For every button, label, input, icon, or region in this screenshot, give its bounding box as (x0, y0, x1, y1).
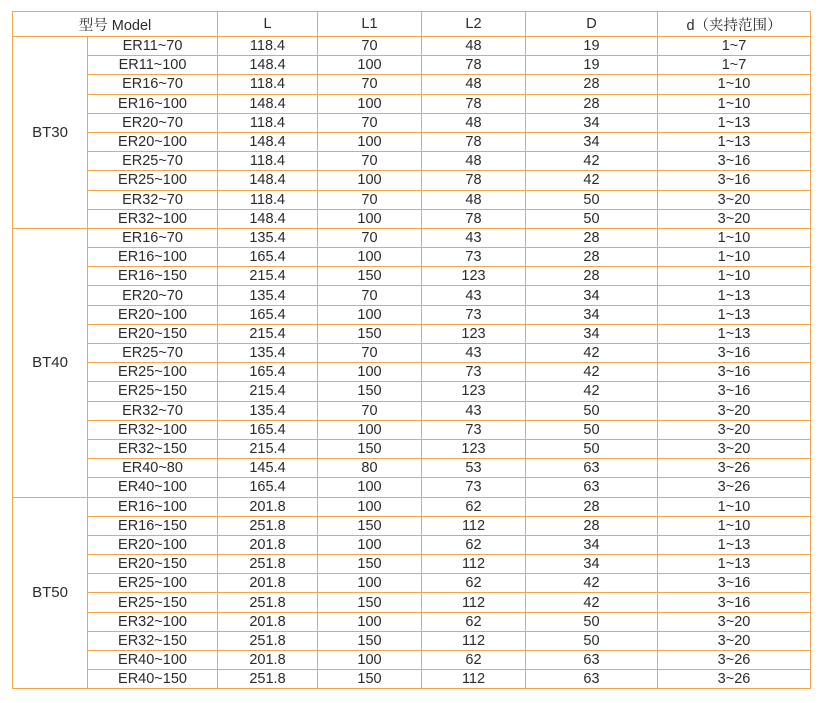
l-cell: 148.4 (218, 94, 318, 113)
d-cell: 42 (526, 593, 658, 612)
d-cell: 28 (526, 516, 658, 535)
table-row (13, 286, 811, 305)
l2-cell: 78 (422, 171, 526, 190)
l1-cell: 100 (318, 171, 422, 190)
l-cell: 251.8 (218, 516, 318, 535)
model-cell: ER16~70 (88, 228, 218, 247)
l2-cell: 73 (422, 420, 526, 439)
clamping-range-cell: 1~10 (658, 75, 811, 94)
header-l: L (218, 12, 318, 37)
l-cell: 201.8 (218, 651, 318, 670)
model-cell: ER25~70 (88, 344, 218, 363)
d-cell: 63 (526, 478, 658, 497)
model-cell: ER11~100 (88, 56, 218, 75)
table-row (13, 56, 811, 75)
l2-cell: 73 (422, 248, 526, 267)
l2-cell: 123 (422, 382, 526, 401)
l-cell: 251.8 (218, 593, 318, 612)
model-cell: ER25~100 (88, 171, 218, 190)
d-cell: 28 (526, 75, 658, 94)
model-cell: ER25~150 (88, 382, 218, 401)
clamping-range-cell: 1~7 (658, 56, 811, 75)
l2-cell: 48 (422, 37, 526, 56)
model-cell: ER16~150 (88, 516, 218, 535)
l-cell: 145.4 (218, 459, 318, 478)
model-cell: ER32~150 (88, 439, 218, 458)
table-row (13, 420, 811, 439)
clamping-range-cell: 1~7 (658, 37, 811, 56)
clamping-range-cell: 1~13 (658, 286, 811, 305)
model-cell: ER20~150 (88, 324, 218, 343)
d-cell: 42 (526, 344, 658, 363)
l-cell: 148.4 (218, 171, 318, 190)
l2-cell: 48 (422, 75, 526, 94)
l1-cell: 100 (318, 56, 422, 75)
d-cell: 28 (526, 267, 658, 286)
d-cell: 42 (526, 152, 658, 171)
l1-cell: 100 (318, 363, 422, 382)
l2-cell: 112 (422, 593, 526, 612)
l2-cell: 43 (422, 344, 526, 363)
l-cell: 165.4 (218, 478, 318, 497)
l2-cell: 73 (422, 478, 526, 497)
model-cell: ER40~80 (88, 459, 218, 478)
header-l2: L2 (422, 12, 526, 37)
d-cell: 34 (526, 305, 658, 324)
table-row (13, 651, 811, 670)
d-cell: 28 (526, 248, 658, 267)
l-cell: 135.4 (218, 401, 318, 420)
l1-cell: 150 (318, 555, 422, 574)
l2-cell: 43 (422, 286, 526, 305)
l1-cell: 100 (318, 651, 422, 670)
l1-cell: 150 (318, 670, 422, 689)
header-row (13, 12, 811, 37)
l-cell: 251.8 (218, 555, 318, 574)
l-cell: 251.8 (218, 670, 318, 689)
clamping-range-cell: 1~10 (658, 94, 811, 113)
l2-cell: 123 (422, 324, 526, 343)
header-clamping-range: d（夹持范围） (658, 12, 811, 37)
clamping-range-cell: 3~26 (658, 478, 811, 497)
model-cell: ER32~70 (88, 401, 218, 420)
l2-cell: 62 (422, 497, 526, 516)
l1-cell: 100 (318, 94, 422, 113)
table-row (13, 478, 811, 497)
d-cell: 42 (526, 363, 658, 382)
model-cell: ER20~100 (88, 305, 218, 324)
clamping-range-cell: 1~13 (658, 132, 811, 151)
l-cell: 135.4 (218, 228, 318, 247)
clamping-range-cell: 3~26 (658, 459, 811, 478)
table-row (13, 612, 811, 631)
l2-cell: 78 (422, 94, 526, 113)
d-cell: 63 (526, 459, 658, 478)
l1-cell: 100 (318, 574, 422, 593)
d-cell: 42 (526, 171, 658, 190)
l-cell: 201.8 (218, 574, 318, 593)
model-cell: ER20~70 (88, 286, 218, 305)
l-cell: 165.4 (218, 420, 318, 439)
l2-cell: 123 (422, 267, 526, 286)
header-l1: L1 (318, 12, 422, 37)
table-row (13, 324, 811, 343)
l1-cell: 150 (318, 439, 422, 458)
spindle-group-label: BT50 (13, 497, 88, 689)
clamping-range-cell: 1~10 (658, 267, 811, 286)
table-row (13, 516, 811, 535)
table-row (13, 574, 811, 593)
clamping-range-cell: 3~20 (658, 190, 811, 209)
clamping-range-cell: 1~13 (658, 535, 811, 554)
l1-cell: 100 (318, 535, 422, 554)
model-cell: ER11~70 (88, 37, 218, 56)
table-body (13, 37, 811, 689)
table-row (13, 459, 811, 478)
clamping-range-cell: 1~13 (658, 113, 811, 132)
l2-cell: 78 (422, 56, 526, 75)
l-cell: 118.4 (218, 113, 318, 132)
l-cell: 215.4 (218, 324, 318, 343)
l1-cell: 100 (318, 209, 422, 228)
l1-cell: 70 (318, 190, 422, 209)
l-cell: 201.8 (218, 612, 318, 631)
model-cell: ER25~100 (88, 363, 218, 382)
l2-cell: 48 (422, 190, 526, 209)
l2-cell: 78 (422, 209, 526, 228)
l1-cell: 70 (318, 37, 422, 56)
d-cell: 34 (526, 113, 658, 132)
clamping-range-cell: 3~20 (658, 420, 811, 439)
l-cell: 201.8 (218, 497, 318, 516)
model-cell: ER32~150 (88, 631, 218, 650)
model-cell: ER20~150 (88, 555, 218, 574)
clamping-range-cell: 3~16 (658, 574, 811, 593)
model-cell: ER25~100 (88, 574, 218, 593)
table-header (13, 12, 811, 37)
l1-cell: 150 (318, 631, 422, 650)
l-cell: 215.4 (218, 267, 318, 286)
clamping-range-cell: 3~26 (658, 651, 811, 670)
clamping-range-cell: 1~10 (658, 497, 811, 516)
l-cell: 165.4 (218, 248, 318, 267)
header-model: 型号 Model (13, 12, 218, 37)
table-row (13, 555, 811, 574)
model-cell: ER40~150 (88, 670, 218, 689)
spindle-group-label: BT40 (13, 228, 88, 497)
l2-cell: 78 (422, 132, 526, 151)
l2-cell: 43 (422, 401, 526, 420)
d-cell: 63 (526, 670, 658, 689)
model-cell: ER40~100 (88, 478, 218, 497)
model-cell: ER25~150 (88, 593, 218, 612)
clamping-range-cell: 3~16 (658, 171, 811, 190)
table-row (13, 344, 811, 363)
clamping-range-cell: 3~16 (658, 344, 811, 363)
model-cell: ER40~100 (88, 651, 218, 670)
l2-cell: 112 (422, 516, 526, 535)
l2-cell: 48 (422, 152, 526, 171)
l-cell: 118.4 (218, 75, 318, 94)
l-cell: 251.8 (218, 631, 318, 650)
spec-table (12, 11, 811, 689)
l2-cell: 43 (422, 228, 526, 247)
l1-cell: 100 (318, 132, 422, 151)
clamping-range-cell: 3~20 (658, 401, 811, 420)
model-cell: ER16~70 (88, 75, 218, 94)
l1-cell: 70 (318, 152, 422, 171)
l-cell: 148.4 (218, 132, 318, 151)
d-cell: 34 (526, 324, 658, 343)
l2-cell: 73 (422, 305, 526, 324)
model-cell: ER20~100 (88, 132, 218, 151)
l1-cell: 70 (318, 344, 422, 363)
table-row (13, 75, 811, 94)
d-cell: 28 (526, 94, 658, 113)
d-cell: 34 (526, 555, 658, 574)
d-cell: 50 (526, 420, 658, 439)
clamping-range-cell: 3~16 (658, 593, 811, 612)
l1-cell: 70 (318, 113, 422, 132)
l1-cell: 150 (318, 267, 422, 286)
l-cell: 118.4 (218, 152, 318, 171)
d-cell: 28 (526, 228, 658, 247)
clamping-range-cell: 3~16 (658, 363, 811, 382)
l-cell: 215.4 (218, 439, 318, 458)
clamping-range-cell: 1~13 (658, 305, 811, 324)
l2-cell: 48 (422, 113, 526, 132)
clamping-range-cell: 3~26 (658, 670, 811, 689)
clamping-range-cell: 1~13 (658, 324, 811, 343)
l-cell: 215.4 (218, 382, 318, 401)
d-cell: 50 (526, 401, 658, 420)
clamping-range-cell: 1~13 (658, 555, 811, 574)
l-cell: 165.4 (218, 363, 318, 382)
l2-cell: 112 (422, 631, 526, 650)
d-cell: 28 (526, 497, 658, 516)
model-cell: ER16~150 (88, 267, 218, 286)
d-cell: 34 (526, 286, 658, 305)
clamping-range-cell: 3~16 (658, 382, 811, 401)
d-cell: 50 (526, 209, 658, 228)
l2-cell: 123 (422, 439, 526, 458)
d-cell: 42 (526, 382, 658, 401)
table-row (13, 171, 811, 190)
l1-cell: 100 (318, 248, 422, 267)
table-row (13, 382, 811, 401)
l1-cell: 150 (318, 324, 422, 343)
l-cell: 118.4 (218, 37, 318, 56)
model-cell: ER20~100 (88, 535, 218, 554)
d-cell: 19 (526, 56, 658, 75)
table-row (13, 593, 811, 612)
table-row (13, 401, 811, 420)
l1-cell: 100 (318, 305, 422, 324)
l2-cell: 62 (422, 612, 526, 631)
table-row (13, 190, 811, 209)
header-d-diameter: D (526, 12, 658, 37)
clamping-range-cell: 3~20 (658, 439, 811, 458)
table-row (13, 113, 811, 132)
d-cell: 50 (526, 631, 658, 650)
l1-cell: 150 (318, 593, 422, 612)
l-cell: 201.8 (218, 535, 318, 554)
clamping-range-cell: 3~16 (658, 152, 811, 171)
l1-cell: 100 (318, 420, 422, 439)
table-row (13, 267, 811, 286)
d-cell: 34 (526, 132, 658, 151)
l1-cell: 70 (318, 75, 422, 94)
l-cell: 148.4 (218, 209, 318, 228)
table-row (13, 535, 811, 554)
d-cell: 34 (526, 535, 658, 554)
clamping-range-cell: 1~10 (658, 516, 811, 535)
l1-cell: 100 (318, 497, 422, 516)
l1-cell: 150 (318, 382, 422, 401)
l-cell: 165.4 (218, 305, 318, 324)
l1-cell: 70 (318, 286, 422, 305)
l2-cell: 112 (422, 555, 526, 574)
l-cell: 135.4 (218, 344, 318, 363)
l1-cell: 80 (318, 459, 422, 478)
model-cell: ER32~100 (88, 420, 218, 439)
clamping-range-cell: 1~10 (658, 248, 811, 267)
table-row (13, 209, 811, 228)
d-cell: 50 (526, 439, 658, 458)
table-row (13, 228, 811, 247)
d-cell: 63 (526, 651, 658, 670)
l-cell: 148.4 (218, 56, 318, 75)
l1-cell: 150 (318, 516, 422, 535)
table-row (13, 631, 811, 650)
table-row (13, 132, 811, 151)
table-row (13, 37, 811, 56)
clamping-range-cell: 3~20 (658, 631, 811, 650)
clamping-range-cell: 1~10 (658, 228, 811, 247)
table-row (13, 305, 811, 324)
model-cell: ER32~100 (88, 209, 218, 228)
l2-cell: 62 (422, 574, 526, 593)
d-cell: 50 (526, 612, 658, 631)
l2-cell: 62 (422, 535, 526, 554)
l1-cell: 70 (318, 401, 422, 420)
l-cell: 135.4 (218, 286, 318, 305)
d-cell: 19 (526, 37, 658, 56)
model-cell: ER32~100 (88, 612, 218, 631)
model-cell: ER16~100 (88, 497, 218, 516)
table-row (13, 439, 811, 458)
model-cell: ER20~70 (88, 113, 218, 132)
clamping-range-cell: 3~20 (658, 209, 811, 228)
l1-cell: 100 (318, 612, 422, 631)
model-cell: ER16~100 (88, 94, 218, 113)
l1-cell: 70 (318, 228, 422, 247)
table-row (13, 94, 811, 113)
l2-cell: 62 (422, 651, 526, 670)
model-cell: ER16~100 (88, 248, 218, 267)
l2-cell: 73 (422, 363, 526, 382)
d-cell: 42 (526, 574, 658, 593)
l2-cell: 53 (422, 459, 526, 478)
table-row (13, 248, 811, 267)
clamping-range-cell: 3~20 (658, 612, 811, 631)
l-cell: 118.4 (218, 190, 318, 209)
table-row (13, 497, 811, 516)
model-cell: ER25~70 (88, 152, 218, 171)
d-cell: 50 (526, 190, 658, 209)
l2-cell: 112 (422, 670, 526, 689)
spindle-group-label: BT30 (13, 37, 88, 229)
table-row (13, 363, 811, 382)
table-row (13, 152, 811, 171)
l1-cell: 100 (318, 478, 422, 497)
table-row (13, 670, 811, 689)
model-cell: ER32~70 (88, 190, 218, 209)
